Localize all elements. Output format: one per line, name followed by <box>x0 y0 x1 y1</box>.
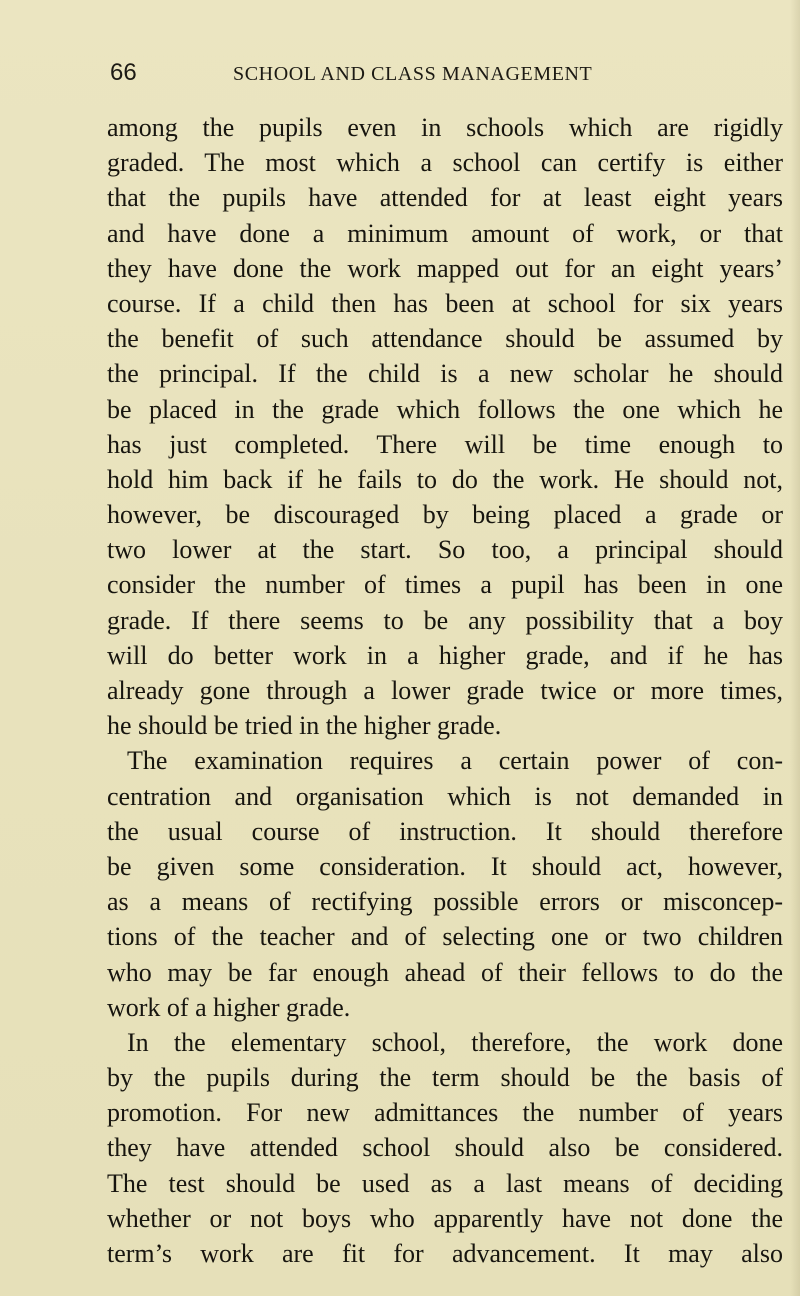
text-line: graded. The most which a school can certify is either <box>107 148 783 178</box>
text-line: promotion. For new admittances the number of years <box>107 1098 783 1128</box>
text-line: already gone through a lower grade twice or more times, <box>107 676 783 705</box>
page-edge-shadow <box>790 0 800 1296</box>
text-line: the principal. If the child is a new scholar he should <box>107 359 783 389</box>
text-line: as a means of rectifying possible errors or misconcep- <box>107 887 783 917</box>
text-line: they have done the work mapped out for an eight years’ <box>107 253 783 283</box>
text-line: two lower at the start. So too, a principal should <box>107 535 783 565</box>
text-line: and have done a minimum amount of work, or that <box>107 218 783 248</box>
text-line: term’s work are fit for advancement. It may also <box>107 1239 783 1268</box>
text-line: course. If a child then has been at school for six years <box>107 288 783 318</box>
text-line: grade. If there seems to be any possibility that a boy <box>107 605 783 635</box>
page-number: 66 <box>110 59 137 86</box>
running-head: SCHOOL AND CLASS MANAGEMENT <box>233 63 593 85</box>
text-line: centration and organisation which is not demanded in <box>107 781 783 811</box>
text-line: consider the number of times a pupil has been in one <box>107 570 783 600</box>
text-line: The test should be used as a last means of deciding <box>107 1168 783 1198</box>
text-line: the benefit of such attendance should be assumed by <box>107 324 783 354</box>
text-line: be placed in the grade which follows the one which he <box>107 394 783 424</box>
text-line: however, be discouraged by being placed a grade or <box>107 500 783 530</box>
text-line: be given some consideration. It should act, however, <box>107 851 783 881</box>
text-line: will do better work in a higher grade, and if he has <box>107 640 783 670</box>
text-line: by the pupils during the term should be the basis of <box>107 1063 783 1093</box>
text-line: whether or not boys who apparently have not done the <box>107 1203 783 1233</box>
text-line: they have attended school should also be considered. <box>107 1133 783 1163</box>
text-line: has just completed. There will be time enough to <box>107 429 783 459</box>
page-header <box>110 58 690 88</box>
text-line: that the pupils have attended for at least eight years <box>107 183 783 213</box>
paragraph-start-line: In the elementary school, therefore, the work done <box>127 1027 783 1057</box>
paragraph-start-line: The examination requires a certain power of con- <box>127 746 783 776</box>
text-line: hold him back if he fails to do the work. He should not, <box>107 464 783 494</box>
body-text <box>107 110 783 1271</box>
text-line: who may be far enough ahead of their fellows to do the <box>107 957 783 987</box>
text-line: work of a higher grade. <box>107 992 351 1022</box>
text-line: he should be tried in the higher grade. <box>107 711 502 741</box>
text-line: the usual course of instruction. It should therefore <box>107 816 783 846</box>
text-line: among the pupils even in schools which are rigidly <box>107 113 783 142</box>
text-line: tions of the teacher and of selecting one or two children <box>107 922 783 952</box>
